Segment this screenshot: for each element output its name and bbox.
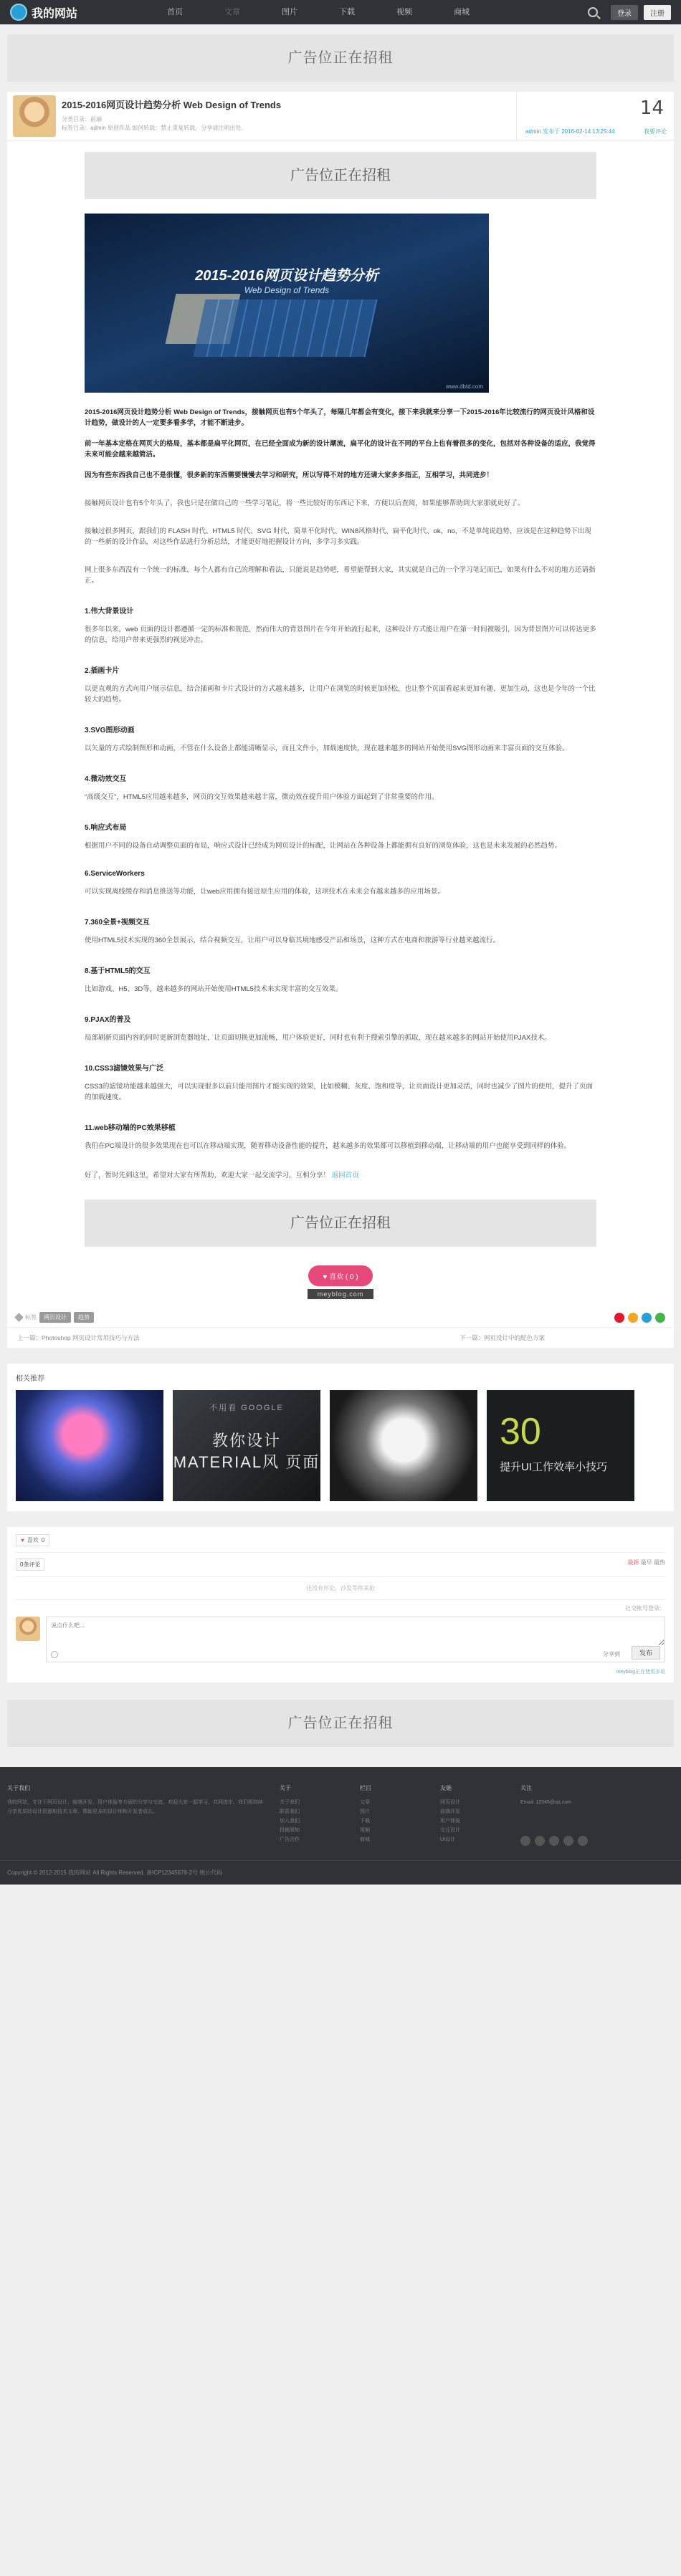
section-heading: 6.ServiceWorkers [85, 870, 145, 878]
heart-icon: ♥ [323, 1273, 328, 1281]
comment-link[interactable]: 我要评论 [644, 128, 667, 135]
weibo-icon[interactable] [614, 1313, 624, 1323]
footer-about-title: 关于我们 [7, 1785, 30, 1791]
nav-downloads[interactable]: 下载 [339, 8, 355, 16]
qq-icon[interactable] [549, 1836, 559, 1846]
share-buttons [614, 1313, 665, 1323]
hero-watermark: www.dbtd.com [445, 383, 483, 390]
rss-icon[interactable] [520, 1836, 530, 1846]
weibo-icon[interactable] [535, 1836, 545, 1846]
footer-email[interactable]: Email: 12345@qq.com [520, 1800, 571, 1805]
footer-follow-title: 关注 [520, 1785, 532, 1791]
wechat-icon[interactable] [563, 1836, 573, 1846]
section-text: 可以实现离线缓存和消息推送等功能，让web应用拥有接近原生应用的体验，这项技术在未来会有越来越多的应用场景。 [85, 888, 444, 896]
tag-list [16, 1312, 94, 1323]
footer-link[interactable]: 交互设计 [440, 1828, 460, 1833]
section-text: 比如游戏、H5、3D等，越来越多的网站开始使用HTML5技术来实现丰富的交互效果。 [85, 985, 343, 993]
article-paragraph: 接触过很多网页，跟我们的 FLASH 时代、HTML5 时代、SVG 时代、简单平化时代、WIN8风格时代、扁平化时代、ok，no，不是单纯说趋势，应该是在这种趋势下出现的一些新的设计作品，对这些作品进行分析总结，才能更好地把握设计方向，多学习多实践。 [85, 527, 591, 546]
footer-link[interactable]: 关于我们 [280, 1800, 300, 1805]
hero-subtitle: Web Design of Trends [244, 285, 330, 295]
footer-col-title: 关于 [280, 1785, 291, 1791]
footer-about-text: 我的网站，专注于网页设计、前端开发、用户体验等方面的分享与交流，欢迎大家一起学习，共同进步。我们将持续分享优质的设计资源和技术文章，帮助更多的设计师和开发者成长。 [7, 1800, 263, 1814]
nav-videos[interactable]: 视频 [396, 8, 412, 16]
section-text: “高级交互”，HTML5应用越来越多，网页的交互效果越来越丰富，微动效在提升用户体验方面起到了非常重要的作用。 [85, 793, 439, 801]
tag-item[interactable]: 网页设计 [39, 1312, 71, 1323]
section-text: 根据用户不同的设备自动调整页面的布局，响应式设计已经成为网页设计的标配，让网站在各种设备上都能拥有良好的浏览体验，这也是未来发展的必然趋势。 [85, 842, 562, 850]
tag-icon [14, 1313, 24, 1322]
footer-col-title: 友链 [440, 1785, 452, 1791]
article-category: 分类目录：前端 [62, 116, 102, 123]
article-paragraphs [85, 407, 596, 586]
related-item[interactable]: 不用看 GOOGLE 教你设计 MATERIAL风 页面 [173, 1390, 320, 1501]
footer-link[interactable]: 商城 [360, 1837, 370, 1842]
footer-link[interactable]: 加入我们 [280, 1819, 300, 1824]
hero-title: 2015-2016网页设计趋势分析 [195, 268, 378, 284]
heart-icon: ♥ [21, 1537, 24, 1543]
related-item[interactable]: 30 提升UI工作效率小技巧 [487, 1390, 634, 1501]
related-item[interactable] [16, 1390, 163, 1501]
commenter-avatar [16, 1617, 40, 1641]
sort-latest[interactable]: 最新 [627, 1559, 639, 1566]
section-text: 局部刷新页面内容的同时更新浏览器地址，让页面切换更加流畅，用户体验更好，同时也有利于搜索引擎的抓取，现在越来越多的网站开始使用PJAX技术。 [85, 1034, 551, 1042]
comment-powered-by[interactable]: meyblog正在使用多说 [616, 1670, 665, 1675]
section-heading: 2.插画卡片 [85, 667, 120, 675]
author-avatar[interactable] [13, 95, 56, 137]
search-icon[interactable] [588, 7, 598, 17]
sort-hottest[interactable]: 最热 [654, 1559, 665, 1566]
sort-earliest[interactable]: 最早 [640, 1559, 652, 1566]
section-heading: 1.伟大背景设计 [85, 608, 134, 616]
footer-link[interactable]: 文章 [360, 1800, 370, 1805]
comments-empty: 还没有评论，沙发等你来抢 [16, 1577, 665, 1600]
section-heading: 11.web移动端的PC效果移植 [85, 1124, 176, 1132]
submit-comment-button[interactable]: 发布 [632, 1646, 660, 1660]
related-section [7, 1364, 674, 1511]
section-heading: 9.PJAX的普及 [85, 1016, 131, 1024]
footer-link[interactable]: 联系我们 [280, 1809, 300, 1814]
article-card [7, 92, 674, 1348]
article-paragraph: 网上很多东西没有一个统一的标准，每个人都有自己的理解和看法，只能说是趋势吧，希望能帮到大家，其实就是自己的一个学习笔记而已，如果有什么不对的地方还请指正。 [85, 566, 596, 585]
wechat-icon[interactable] [655, 1313, 665, 1323]
footer-link[interactable]: 网页设计 [440, 1800, 460, 1805]
tags-label: 标签 [25, 1314, 37, 1321]
qzone-icon[interactable] [628, 1313, 638, 1323]
article-hero-image [85, 214, 489, 393]
footer-link[interactable]: 前端开发 [440, 1809, 460, 1814]
article-sections [85, 605, 596, 1151]
post-day: 14 [639, 97, 664, 119]
comment-like-button[interactable]: ♥ 喜欢 0 [16, 1534, 49, 1546]
social-login-hint[interactable]: 社交帐号登录： [625, 1605, 665, 1612]
login-button[interactable]: 登录 [611, 5, 638, 20]
nav-shop[interactable]: 商城 [454, 8, 470, 16]
related-title: 相关推荐 [16, 1375, 44, 1383]
closing-link[interactable]: 返回首页 [331, 1172, 359, 1179]
article-meta: 标签目录：admin 原创作品 如何转载：禁止重复转载，分享请注明出处。 [62, 125, 247, 131]
section-heading: 5.响应式布局 [85, 824, 127, 832]
ad-banner-inner-bottom[interactable]: 广告位正在招租 [85, 1200, 596, 1247]
footer-link[interactable]: 视频 [360, 1828, 370, 1833]
footer-link[interactable]: 用户体验 [440, 1819, 460, 1824]
section-heading: 4.微动效交互 [85, 775, 127, 783]
ad-banner-inner-top[interactable]: 广告位正在招租 [85, 152, 596, 199]
section-heading: 7.360全景+视频交互 [85, 919, 150, 927]
nav-articles[interactable]: 文章 [224, 8, 240, 16]
article-title: 2015-2016网页设计趋势分析 Web Design of Trends [62, 100, 282, 110]
emoji-icon[interactable] [51, 1651, 58, 1658]
register-button[interactable]: 注册 [644, 5, 671, 20]
ad-banner-bottom[interactable]: 广告位正在招租 [7, 1700, 674, 1747]
site-footer [0, 1767, 681, 1885]
footer-link[interactable]: 广告合作 [280, 1837, 300, 1842]
article-body [7, 140, 674, 1299]
footer-link[interactable]: 投稿须知 [280, 1828, 300, 1833]
related-item[interactable] [330, 1390, 477, 1501]
footer-link[interactable]: 图片 [360, 1809, 370, 1814]
main-nav [146, 0, 490, 24]
watermark-badge: meyblog.com [308, 1289, 374, 1299]
article-paragraph: 因为有些东西我自己也不是很懂，很多新的东西需要慢慢去学习和研究，所以写得不对的地方还请大家多多指正，互相学习，共同进步！ [85, 471, 494, 479]
nav-images[interactable]: 图片 [282, 8, 297, 16]
closing-paragraph: 好了，暂时先到这里，希望对大家有所帮助，欢迎大家一起交流学习，互相分享！ 返回首页 [85, 1172, 359, 1179]
section-text: 以更直观的方式向用户展示信息，结合插画和卡片式设计的方式越来越多，让用户在浏览的时候更加轻松，也让整个页面看起来更加有趣、更加生动，这也是今年的一个比较大的趋势。 [85, 685, 596, 704]
article-date-panel [516, 92, 674, 140]
footer-link[interactable]: UI设计 [440, 1837, 455, 1842]
top-nav-bar [0, 0, 681, 24]
footer-link[interactable]: 下载 [360, 1819, 370, 1824]
section-text: 使用HTML5技术实现的360全景展示，结合视频交互，让用户可以身临其境地感受产品和场景，这种方式在电商和旅游等行业越来越流行。 [85, 937, 500, 944]
section-heading: 8.基于HTML5的交互 [85, 967, 151, 975]
article-paragraph: 前一年基本定格在网页大的格局，基本都是扁平化网页，在已经全面成为新的设计潮流，扁平化的设计在不同的平台上也有着很多的变化，包括对各种设备的适应，我觉得未来可能会越来越简洁。 [85, 440, 596, 459]
comment-count-tab[interactable]: 0条评论 [16, 1558, 44, 1571]
section-text: 我们在PC端设计的很多效果现在也可以在移动端实现，随着移动设备性能的提升，越来越多的效果都可以移植到移动端，让移动端的用户也能享受到同样的体验。 [85, 1142, 571, 1150]
logo-icon [10, 4, 27, 21]
github-icon[interactable] [578, 1836, 588, 1846]
article-paragraph: 2015-2016网页设计趋势分析 Web Design of Trends，接触网页也有5个年头了，每隔几年都会有变化，接下来我就来分享一下2015-2016年比较流行的网页设计风格和设计趋势，做设计的人一定要多看多学，才能不断进步。 [85, 408, 595, 427]
comment-sort [628, 1558, 665, 1571]
footer-col-title: 栏目 [360, 1785, 371, 1791]
tencent-icon[interactable] [642, 1313, 652, 1323]
next-article-link[interactable]: 下一篇：网页设计中的配色方案 [459, 1334, 545, 1341]
section-heading: 10.CSS3滤镜效果与广泛 [85, 1065, 164, 1073]
section-text: 以矢量的方式绘制图形和动画，不管在什么设备上都能清晰显示，而且文件小，加载速度快，现在越来越多的网站开始使用SVG图形动画来丰富页面的交互体验。 [85, 744, 569, 752]
tag-item[interactable]: 趋势 [74, 1312, 94, 1323]
ad-banner-top[interactable]: 广告位正在招租 [7, 34, 674, 82]
like-button[interactable]: ♥ 喜欢 ( 0 ) [308, 1265, 372, 1286]
comment-input[interactable] [47, 1617, 665, 1646]
article-header [7, 92, 674, 140]
share-toggle[interactable]: 分享到 [603, 1651, 620, 1657]
copyright: Copyright © 2012-2015 我的网站 All Rights Reserved. 备ICP12345678-2号 统计代码 [0, 1860, 681, 1885]
section-text: 很多年以来，web 页面的设计都遵循一定的标准和规范，然而伟大的背景图片在今年开始流行起来，这种设计方式能让用户在第一时间被吸引，因为背景图片可以传达更多的信息，给用户带来更强烈的视觉冲击。 [85, 626, 596, 644]
comments-section [7, 1527, 674, 1682]
post-author-time[interactable]: admin 发布于 2016-02-14 13:25:44 [525, 128, 615, 135]
site-name: 我的网站 [32, 7, 78, 20]
prev-article-link[interactable]: 上一篇：Photoshop 网页设计常用技巧与方法 [17, 1334, 140, 1341]
article-paragraph: 接触网页设计也有5个年头了，我也只是在做自己的一些学习笔记，将一些比较好的东西记下来，方便以后查阅，如果能够帮助到大家那就更好了。 [85, 499, 525, 507]
section-text: CSS3的滤镜功能越来越强大，可以实现很多以前只能用图片才能实现的效果，比如模糊、灰度、饱和度等，让页面设计更加灵活，同时也减少了图片的使用，提升了页面的加载速度。 [85, 1083, 593, 1101]
nav-home[interactable]: 首页 [167, 8, 183, 16]
section-heading: 3.SVG图形动画 [85, 727, 135, 734]
site-logo[interactable] [10, 4, 132, 21]
